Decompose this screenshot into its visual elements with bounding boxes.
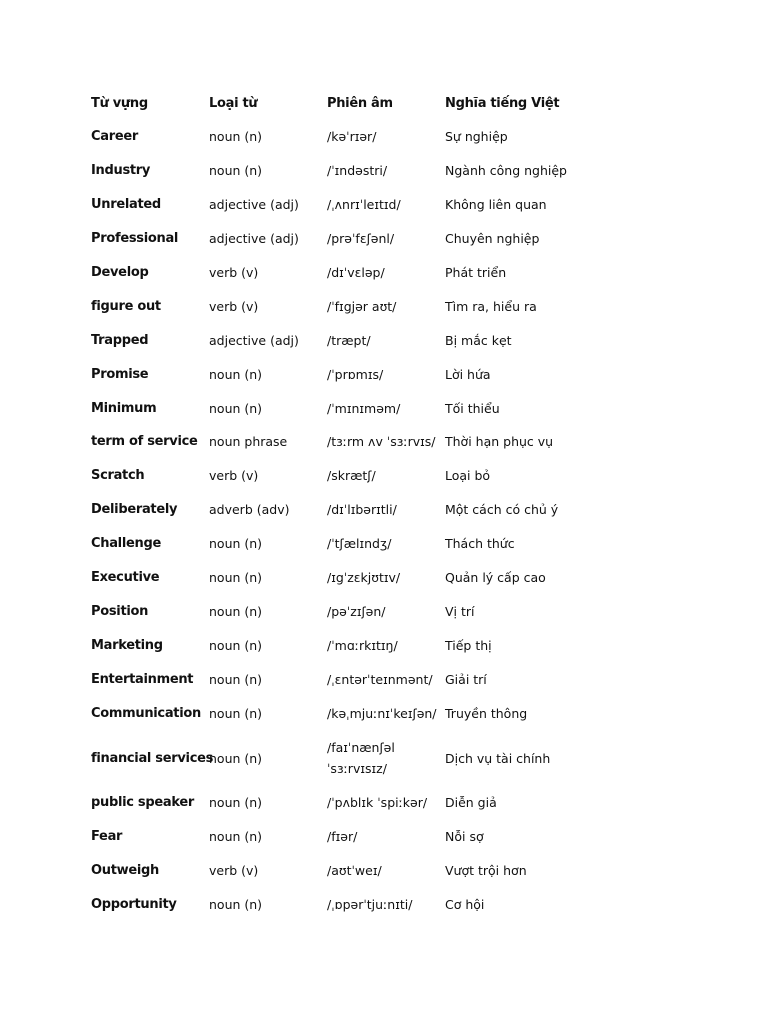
word-type-cell: adjective (adj): [209, 231, 299, 247]
word-type-cell: noun (n): [209, 795, 263, 811]
pronunciation-cell: /ˈtʃælɪndʒ/: [327, 536, 392, 552]
pronunciation-cell: /pəˈzɪʃən/: [327, 603, 386, 619]
table-row: [88, 854, 568, 888]
word-cell: Professional: [91, 231, 179, 247]
meaning-cell: Một cách có chủ ý: [445, 502, 559, 518]
word-type-cell: noun (n): [209, 750, 263, 766]
table-row: [88, 594, 568, 628]
word-cell: Communication: [91, 705, 201, 721]
word-cell: Develop: [91, 265, 149, 280]
pronunciation-cell: /ˈmɑːrkɪtɪŋ/: [327, 637, 398, 653]
table-row: [88, 391, 568, 425]
word-type-cell: noun (n): [209, 163, 263, 179]
meaning-cell: Loại bỏ: [445, 468, 491, 484]
word-cell: public speaker: [91, 795, 194, 811]
meaning-cell: Vượt trội hơn: [445, 863, 527, 879]
table-body: [88, 120, 568, 922]
pronunciation-cell: /fɪər/: [327, 829, 358, 845]
meaning-cell: Bị mắc kẹt: [445, 332, 512, 348]
table-row: [88, 256, 568, 290]
meaning-cell: Quản lý cấp cao: [445, 570, 546, 586]
pronunciation-cell: /dɪˈvɛləp/: [327, 265, 385, 280]
meaning-cell: Ngành công nghiệp: [445, 163, 567, 179]
word-cell: Promise: [91, 366, 149, 382]
word-cell: Executive: [91, 570, 160, 586]
vocabulary-table: [88, 86, 568, 922]
table-row: [88, 730, 568, 786]
word-type-cell: verb (v): [209, 863, 259, 879]
word-cell: Deliberately: [91, 502, 178, 518]
word-type-cell: noun (n): [209, 536, 263, 552]
header-meaning: Nghĩa tiếng Việt: [445, 95, 560, 111]
word-type-cell: adjective (adj): [209, 332, 299, 348]
meaning-cell: Phát triển: [445, 265, 507, 280]
pronunciation-cell: /tɜːrm ʌv ˈsɜːrvɪs/: [327, 434, 436, 450]
word-type-cell: noun (n): [209, 400, 263, 416]
pronunciation-cell: /prəˈfɛʃənl/: [327, 231, 395, 247]
word-type-cell: noun (n): [209, 637, 263, 653]
word-cell: figure out: [91, 298, 161, 314]
meaning-cell: Lời hứa: [445, 366, 491, 382]
word-type-cell: noun (n): [209, 570, 263, 586]
meaning-cell: Vị trí: [445, 603, 475, 619]
pronunciation-cell: /kəˌmjuːnɪˈkeɪʃən/: [327, 705, 437, 721]
meaning-cell: Dịch vụ tài chính: [445, 750, 551, 766]
meaning-cell: Truyền thông: [445, 705, 528, 721]
pronunciation-cell: /træpt/: [327, 332, 371, 348]
word-type-cell: noun (n): [209, 129, 263, 145]
meaning-cell: Diễn giả: [445, 795, 497, 811]
pronunciation-cell: /dɪˈlɪbərɪtli/: [327, 502, 397, 518]
pronunciation-cell: /ˈpʌblɪk ˈspiːkər/: [327, 795, 428, 811]
pronunciation-cell: /kəˈrɪər/: [327, 129, 377, 145]
meaning-cell: Cơ hội: [445, 897, 485, 913]
pronunciation-cell: /ˈmɪnɪməm/: [327, 400, 401, 416]
pronunciation-cell: /ˈprɒmɪs/: [327, 366, 384, 382]
word-type-cell: noun phrase: [209, 434, 288, 450]
word-type-cell: adverb (adv): [209, 502, 290, 518]
meaning-cell: Thách thức: [445, 536, 515, 552]
table-row: [88, 493, 568, 527]
word-cell: Trapped: [91, 332, 149, 348]
meaning-cell: Nỗi sợ: [445, 829, 484, 845]
meaning-cell: Thời hạn phục vụ: [445, 434, 554, 450]
meaning-cell: Chuyên nghiệp: [445, 231, 540, 247]
table-row: [88, 323, 568, 357]
word-cell: Scratch: [91, 468, 145, 484]
table-row: [88, 425, 568, 459]
pronunciation-cell: /ɪgˈzɛkjʊtɪv/: [327, 570, 401, 586]
meaning-cell: Sự nghiệp: [445, 129, 508, 145]
pronunciation-cell: /aʊtˈweɪ/: [327, 863, 382, 879]
word-cell: Minimum: [91, 400, 157, 416]
meaning-cell: Giải trí: [445, 671, 487, 687]
meaning-cell: Tiếp thị: [445, 637, 492, 653]
table-row: [88, 696, 568, 730]
word-type-cell: noun (n): [209, 897, 263, 913]
table-header-row: [88, 86, 568, 120]
table-row: [88, 820, 568, 854]
header-type: Loại từ: [209, 95, 258, 111]
word-cell: Marketing: [91, 637, 163, 653]
pronunciation-cell: /ˌɛntərˈteɪnmənt/: [327, 671, 433, 687]
table-row: [88, 120, 568, 154]
word-type-cell: noun (n): [209, 603, 263, 619]
word-cell: Challenge: [91, 536, 161, 552]
word-type-cell: noun (n): [209, 829, 263, 845]
meaning-cell: Không liên quan: [445, 197, 547, 213]
word-type-cell: verb (v): [209, 468, 259, 484]
table-row: [88, 662, 568, 696]
word-cell: Entertainment: [91, 671, 194, 687]
table-row: [88, 628, 568, 662]
word-cell: Unrelated: [91, 197, 161, 213]
word-cell: Career: [91, 129, 138, 145]
pronunciation-cell: /ˌɒpərˈtjuːnɪti/: [327, 897, 413, 913]
meaning-cell: Tối thiểu: [445, 400, 500, 416]
word-type-cell: verb (v): [209, 298, 259, 314]
word-type-cell: noun (n): [209, 705, 263, 721]
table-row: [88, 786, 568, 820]
table-row: [88, 527, 568, 561]
header-word: Từ vựng: [91, 95, 148, 111]
pronunciation-cell: /ˈɪndəstri/: [327, 163, 388, 179]
table-row: [88, 154, 568, 188]
table-row: [88, 188, 568, 222]
pronunciation-cell: /ˈfɪgjər aʊt/: [327, 298, 397, 314]
pronunciation-cell: /faɪˈnænʃəl ˈsɜːrvɪsɪz/: [327, 740, 395, 777]
table-row: [88, 289, 568, 323]
word-cell: Outweigh: [91, 863, 159, 879]
table-row: [88, 888, 568, 922]
word-cell: Industry: [91, 163, 151, 179]
word-cell: term of service: [91, 434, 198, 450]
word-type-cell: noun (n): [209, 671, 263, 687]
word-cell: Fear: [91, 829, 123, 845]
word-type-cell: verb (v): [209, 265, 259, 280]
table-row: [88, 357, 568, 391]
word-type-cell: noun (n): [209, 366, 263, 382]
pronunciation-cell: /skrætʃ/: [327, 468, 376, 484]
pronunciation-cell: /ˌʌnrɪˈleɪtɪd/: [327, 197, 401, 213]
word-cell: Opportunity: [91, 897, 177, 913]
header-ipa: Phiên âm: [327, 95, 393, 111]
word-cell: financial services: [91, 750, 214, 766]
word-type-cell: adjective (adj): [209, 197, 299, 213]
table-row: [88, 561, 568, 595]
word-cell: Position: [91, 603, 149, 619]
table-row: [88, 222, 568, 256]
meaning-cell: Tìm ra, hiểu ra: [445, 298, 537, 314]
table-row: [88, 459, 568, 493]
